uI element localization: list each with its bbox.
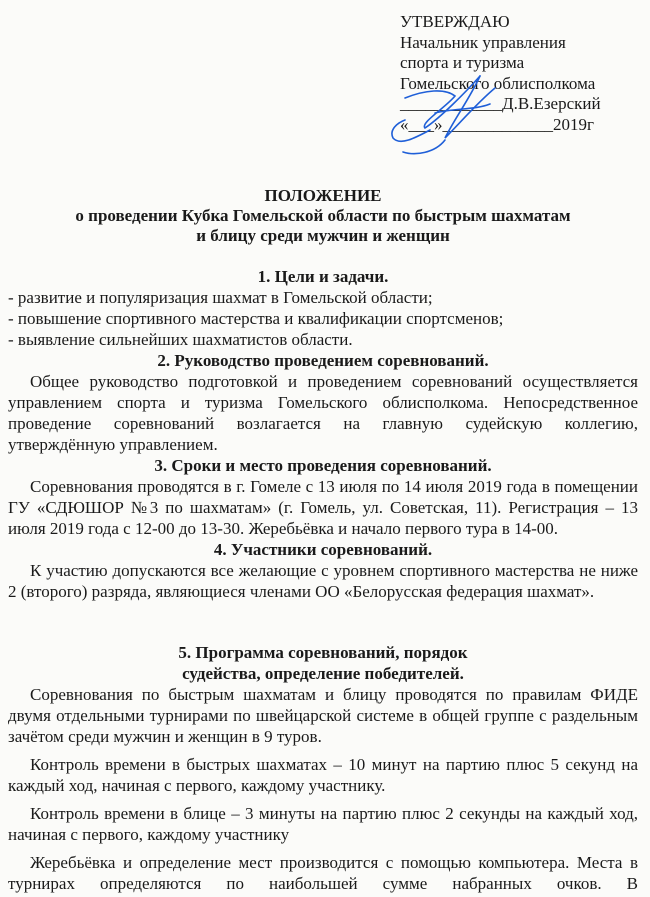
approval-block [400, 12, 650, 135]
section-5-paragraph: Жеребьёвка и определение мест производится с помощью компьютера. Места в турнирах определяются по наибольшей сумме набранных очков. В [8, 853, 638, 893]
document-body [8, 186, 638, 894]
section-5-paragraph: Соревнования по быстрым шахматам и блицу проводятся по правилам ФИДЕ двумя отдельными турнирами по швейцарской системе в общей группе с раздельным зачётом среди мужчин и женщин в 9 туров. [8, 685, 638, 746]
goal-item: - развитие и популяризация шахмат в Гомельской области; [8, 288, 433, 307]
approval-line: УТВЕРЖДАЮ [400, 12, 510, 31]
goal-item: - повышение спортивного мастерства и квалификации спортсменов; [8, 309, 504, 328]
section-3-heading: 3. Сроки и место проведения соревнований. [154, 456, 492, 475]
section-5-heading-line: 5. Программа соревнований, порядок [178, 643, 468, 662]
section-5-paragraph: Контроль времени в быстрых шахматах – 10 минут на партию плюс 5 секунд на каждый ход, начиная с первого, каждому участнику. [8, 755, 638, 795]
goal-item: - выявление сильнейших шахматистов области. [8, 330, 353, 349]
section-5-heading-line: судейства, определение победителей. [182, 664, 464, 683]
section-3-paragraph: Соревнования проводятся в г. Гомеле с 13 июля по 14 июля 2019 года в помещении ГУ «СДЮШОР №3 по шахматам» (г. Гомель, ул. Советская, 11). Регистрация – 13 июля 2019 года с 12-00 до 13-30. Жеребьёвка и начало первого тура в 14-00. [8, 477, 638, 538]
section-5-paragraph: Контроль времени в блице – 3 минуты на партию плюс 2 секунды на каждый ход, начиная с первого, каждому участнику [8, 804, 638, 844]
approval-line: Гомельского облисполкома [400, 73, 596, 93]
section-4-paragraph: К участию допускаются все желающие с уровнем спортивного мастерства не ниже 2 (второго) разряда, являющиеся членами ОО «Белорусская федерация шахмат». [8, 561, 638, 601]
approval-date-line: «___»_____________2019г [400, 114, 594, 134]
document-title: ПОЛОЖЕНИЕ [264, 186, 382, 205]
section-4-heading: 4. Участники соревнований. [213, 540, 433, 559]
section-1-heading: 1. Цели и задачи. [257, 267, 389, 286]
document-subtitle-line: и блицу среди мужчин и женщин [196, 226, 450, 245]
section-2-paragraph: Общее руководство подготовкой и проведением соревнований осуществляется управлением спорта и туризма Гомельского облисполкома. Непосредственное проведение соревнований возлагается на главную судейскую коллегию, утверждённую управлением. [8, 372, 638, 454]
approval-signatory-line: ____________Д.В.Езерский [400, 94, 601, 113]
section-2-heading: 2. Руководство проведением соревнований. [157, 351, 489, 370]
approval-line: Начальник управления [400, 32, 566, 52]
document-subtitle-line: о проведении Кубка Гомельской области по быстрым шахматам [75, 206, 571, 225]
approval-line: спорта и туризма [400, 53, 525, 72]
